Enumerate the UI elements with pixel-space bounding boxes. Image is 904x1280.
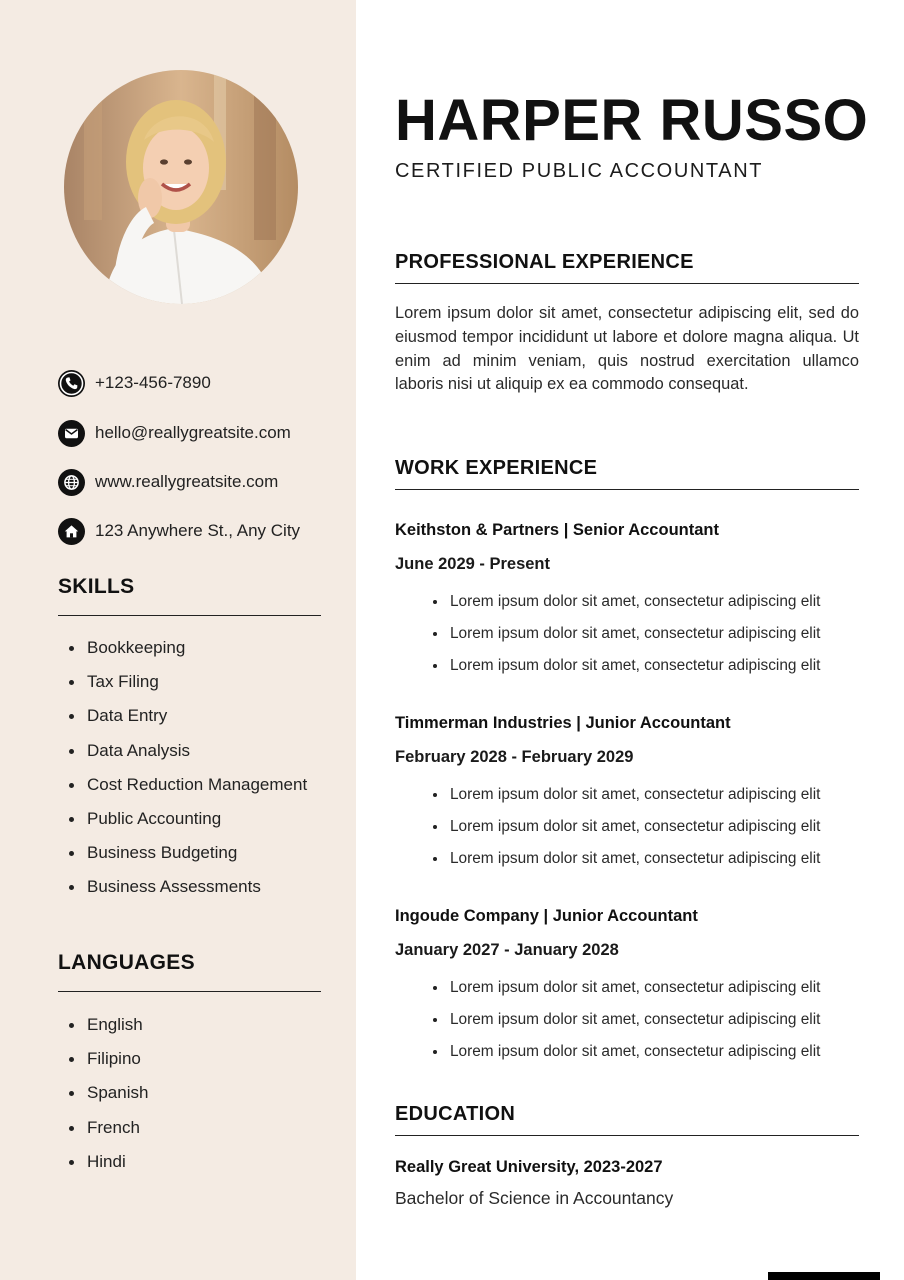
skill-item: Data Analysis xyxy=(58,734,348,768)
education-heading: EDUCATION xyxy=(395,1103,516,1125)
corner-accent-bar xyxy=(768,1272,880,1280)
job-bullet: Lorem ipsum dolor sit amet, consectetur adipiscing elit xyxy=(430,1036,870,1068)
job-dates: June 2029 - Present xyxy=(395,555,550,573)
skills-divider xyxy=(58,615,321,616)
job-bullets xyxy=(430,972,870,1068)
language-item: Spanish xyxy=(58,1076,348,1110)
profile-photo xyxy=(64,70,298,304)
language-item: French xyxy=(58,1111,348,1145)
professional-summary: Lorem ipsum dolor sit amet, consectetur adipiscing elit, sed do eiusmod tempor incididunt ut labore et dolore magna aliqua. Ut enim ad minim veniam, quis nostrud exercitation ullamco laboris nisi ut aliquip ex ea commodo consequat. xyxy=(395,304,859,394)
job-dates: February 2028 - February 2029 xyxy=(395,748,634,766)
job-bullets xyxy=(430,779,870,875)
phone-text: +123-456-7890 xyxy=(95,373,211,392)
sidebar xyxy=(0,0,356,1280)
skills-heading: SKILLS xyxy=(58,575,135,598)
job-title: Timmerman Industries | Junior Accountant xyxy=(395,714,731,732)
home-icon xyxy=(58,518,85,545)
skills-list xyxy=(58,631,348,905)
website-text: www.reallygreatsite.com xyxy=(95,472,279,491)
language-item: Filipino xyxy=(58,1042,348,1076)
job-bullet: Lorem ipsum dolor sit amet, consectetur adipiscing elit xyxy=(430,779,870,811)
job-title: Ingoude Company | Junior Accountant xyxy=(395,907,698,925)
skill-item: Business Budgeting xyxy=(58,836,348,870)
candidate-role: CERTIFIED PUBLIC ACCOUNTANT xyxy=(395,160,764,182)
work-divider xyxy=(395,489,859,490)
skill-item: Tax Filing xyxy=(58,665,348,699)
candidate-name: HARPER RUSSO xyxy=(395,88,869,153)
professional-divider xyxy=(395,283,859,284)
job-bullet: Lorem ipsum dolor sit amet, consectetur adipiscing elit xyxy=(430,650,870,682)
mail-icon xyxy=(58,420,85,447)
language-item: Hindi xyxy=(58,1145,348,1179)
languages-list xyxy=(58,1008,348,1179)
email-text: hello@reallygreatsite.com xyxy=(95,423,291,442)
languages-heading: LANGUAGES xyxy=(58,951,195,974)
language-item: English xyxy=(58,1008,348,1042)
job-bullet: Lorem ipsum dolor sit amet, consectetur adipiscing elit xyxy=(430,811,870,843)
contact-email[interactable] xyxy=(58,418,348,448)
professional-heading: PROFESSIONAL EXPERIENCE xyxy=(395,251,694,273)
contact-phone[interactable] xyxy=(58,368,348,398)
skill-item: Public Accounting xyxy=(58,802,348,836)
education-divider xyxy=(395,1135,859,1136)
skill-item: Cost Reduction Management xyxy=(58,768,348,802)
work-heading: WORK EXPERIENCE xyxy=(395,457,598,479)
languages-divider xyxy=(58,991,321,992)
globe-icon xyxy=(58,469,85,496)
address-text: 123 Anywhere St., Any City xyxy=(95,521,301,540)
contact-website[interactable] xyxy=(58,467,348,497)
job-bullets xyxy=(430,586,870,682)
skill-item: Bookkeeping xyxy=(58,631,348,665)
job-bullet: Lorem ipsum dolor sit amet, consectetur adipiscing elit xyxy=(430,618,870,650)
skill-item: Business Assessments xyxy=(58,870,348,904)
job-title: Keithston & Partners | Senior Accountant xyxy=(395,521,719,539)
job-bullet: Lorem ipsum dolor sit amet, consectetur adipiscing elit xyxy=(430,586,870,618)
main-content xyxy=(356,0,904,1280)
phone-icon xyxy=(58,370,85,397)
education-school: Really Great University, 2023-2027 xyxy=(395,1158,663,1176)
education-degree: Bachelor of Science in Accountancy xyxy=(395,1188,674,1208)
contact-address xyxy=(58,516,348,546)
job-dates: January 2027 - January 2028 xyxy=(395,941,619,959)
job-bullet: Lorem ipsum dolor sit amet, consectetur adipiscing elit xyxy=(430,1004,870,1036)
job-bullet: Lorem ipsum dolor sit amet, consectetur adipiscing elit xyxy=(430,843,870,875)
job-bullet: Lorem ipsum dolor sit amet, consectetur adipiscing elit xyxy=(430,972,870,1004)
skill-item: Data Entry xyxy=(58,699,348,733)
